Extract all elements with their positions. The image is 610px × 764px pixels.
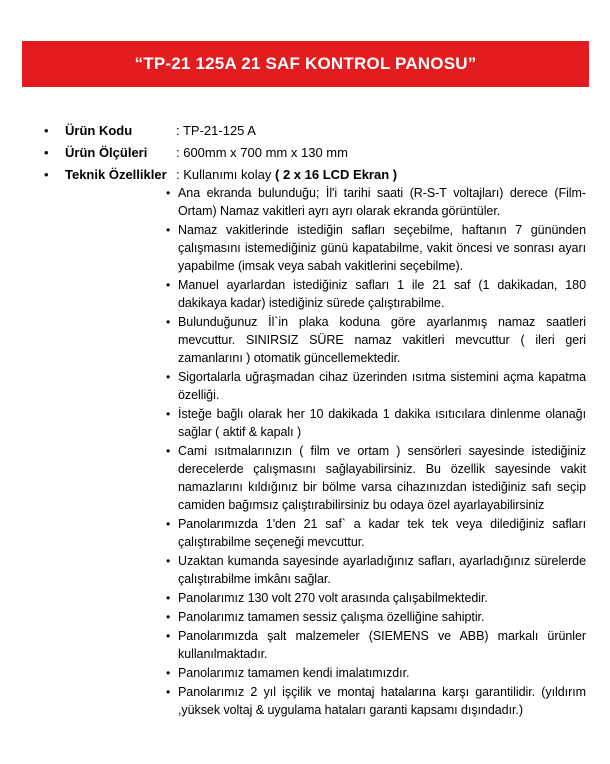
feature-text: Manuel ayarlardan istediğiniz safları 1 ile 21 saf (1 dakikadan, 180 dakikaya kadar) istediğiniz sürede çalıştırabilme. [178, 278, 586, 310]
spec-value: : 600mm x 700 mm x 130 mm [176, 145, 348, 160]
list-item [166, 515, 586, 551]
list-item [166, 552, 586, 588]
bullet-icon: • [166, 685, 171, 699]
bullet-icon: • [166, 370, 171, 384]
feature-text: Sigortalarla uğraşmadan cihaz üzerinden ısıtma sistemini açma kapatma özelliği. [178, 370, 586, 402]
bullet-icon: • [166, 591, 171, 605]
list-item [166, 589, 586, 607]
feature-text: Panolarımız 130 volt 270 volt arasında çalışabilmektedir. [178, 591, 488, 605]
feature-text: Panolarımız tamamen kendi imalatımızdır. [178, 666, 410, 680]
bullet-icon: • [44, 167, 49, 182]
list-item [166, 442, 586, 514]
bullet-icon: • [166, 517, 171, 531]
feature-text: Bulunduğunuz İl`in plaka koduna göre ayarlanmış namaz saatleri mevcuttur. SINIRSIZ SÜRE namaz vakitleri mevcuttur ( ileri geri zamanlarını ) otomatik güncellemektedir. [178, 315, 586, 365]
spec-value: : TP-21-125 A [176, 123, 256, 138]
spec-value: : Kullanımı kolay ( 2 x 16 LCD Ekran ) [176, 167, 398, 182]
feature-text: Panolarımız 2 yıl işçilik ve montaj hatalarına karşı garantilidir. (yıldırım ,yüksek voltaj & uygulama hataları garanti kapsamı dışındadır.) [178, 685, 586, 717]
list-item [166, 276, 586, 312]
feature-text: Cami ısıtmalarınızın ( film ve ortam ) sensörleri sayesinde istediğiniz derecelerde çalışmasını sağlayabilirsiniz. Bu özellik sayesinde vakit namazlarını kıldığınız bir bölme varsa cihazınızdan istediğiniz safı seçip camiden bağımsız çalıştırabilirsiniz bu odaya özel ayarlayabilirsiniz [178, 444, 586, 512]
feature-text: Namaz vakitlerinde istediğin safları seçebilme, haftanın 7 gününden çalışmasını istemediğiniz günü kapatabilme, vakit öncesi ve sonrası ayarı yapabilme (imsak veya sabah vakitlerini seçebilme). [178, 223, 586, 273]
spec-label: Ürün Kodu [65, 123, 133, 138]
feature-text: Panolarımızda 1'den 21 saf` a kadar tek tek veya dilediğiniz safları çalıştırabilme seçeneği mevcuttur. [178, 517, 586, 549]
feature-text: İsteğe bağlı olarak her 10 dakikada 1 dakika ısıtıcılara dinlenme olanağı sağlar ( aktif & kapalı ) [178, 407, 586, 439]
bullet-icon: • [166, 407, 171, 421]
spec-label: Ürün Ölçüleri [65, 145, 148, 160]
list-item [166, 221, 586, 275]
bullet-icon: • [166, 666, 171, 680]
feature-text: Panolarımız tamamen sessiz çalışma özelliğine sahiptir. [178, 610, 485, 624]
spec-label: Teknik Özellikler [65, 167, 167, 182]
list-item [166, 683, 586, 719]
bullet-icon: • [166, 444, 171, 458]
list-item [166, 664, 586, 682]
feature-text: Ana ekranda bulunduğu; İl'i tarihi saati (R-S-T voltajları) derece (Film- Ortam) Namaz vakitleri ayrı ayrı olarak ekranda görüntüler. [178, 186, 586, 218]
feature-text: Uzaktan kumanda sayesinde ayarladığınız safları, ayarladığınız sürelerde çalıştırabilme imkânı sağlar. [178, 554, 586, 586]
feature-list [166, 184, 586, 720]
list-item [166, 405, 586, 441]
bullet-icon: • [44, 145, 49, 160]
page-title: “TP-21 125A 21 SAF KONTROL PANOSU” [134, 54, 477, 73]
list-item [166, 627, 586, 663]
title-banner [22, 41, 589, 87]
bullet-icon: • [166, 629, 171, 643]
bullet-icon: • [44, 123, 49, 138]
bullet-icon: • [166, 278, 171, 292]
list-item [166, 608, 586, 626]
bullet-icon: • [166, 186, 171, 200]
list-item [166, 184, 586, 220]
list-item [166, 313, 586, 367]
feature-text: Panolarımızda şalt malzemeler (SIEMENS ve ABB) markalı ürünler kullanılmaktadır. [178, 629, 586, 661]
list-item [166, 368, 586, 404]
bullet-icon: • [166, 315, 171, 329]
bullet-icon: • [166, 554, 171, 568]
bullet-icon: • [166, 223, 171, 237]
bullet-icon: • [166, 610, 171, 624]
